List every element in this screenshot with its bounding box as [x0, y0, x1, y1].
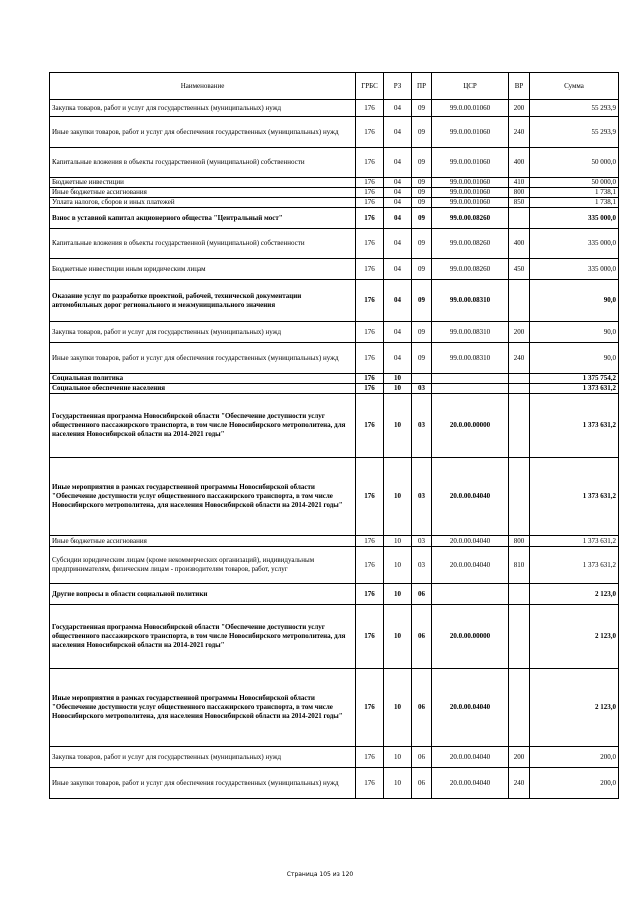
cell-csr: 99.0.00.08310 — [432, 322, 509, 343]
cell-pr: 03 — [412, 394, 432, 458]
cell-csr: 99.0.00.01060 — [432, 117, 509, 148]
table-row — [50, 394, 619, 458]
cell-vr — [509, 208, 530, 229]
table-row — [50, 322, 619, 343]
cell-grbs: 176 — [356, 584, 384, 605]
cell-vr: 850 — [509, 198, 530, 208]
cell-name: Закупка товаров, работ и услуг для государственных (муниципальных) нужд — [50, 322, 356, 343]
cell-rz: 04 — [384, 229, 412, 259]
cell-grbs: 176 — [356, 384, 384, 394]
cell-grbs: 176 — [356, 229, 384, 259]
table-row — [50, 584, 619, 605]
cell-rz: 04 — [384, 343, 412, 374]
cell-name: Капитальные вложения в объекты государственной (муниципальной) собственности — [50, 148, 356, 178]
table-row — [50, 100, 619, 117]
cell-grbs: 176 — [356, 605, 384, 669]
cell-csr: 20.0.00.04040 — [432, 768, 509, 799]
cell-sum: 1 373 631,2 — [530, 547, 619, 584]
cell-vr — [509, 384, 530, 394]
cell-rz: 10 — [384, 605, 412, 669]
cell-sum: 1 373 631,2 — [530, 384, 619, 394]
cell-sum: 1 375 754,2 — [530, 374, 619, 384]
cell-grbs: 176 — [356, 669, 384, 747]
cell-pr: 09 — [412, 322, 432, 343]
cell-pr: 09 — [412, 259, 432, 280]
cell-vr: 200 — [509, 747, 530, 768]
cell-rz: 10 — [384, 458, 412, 536]
cell-sum: 1 373 631,2 — [530, 394, 619, 458]
table-header-row — [50, 73, 619, 100]
cell-sum: 335 000,0 — [530, 259, 619, 280]
cell-grbs: 176 — [356, 280, 384, 322]
page-number: Страница 105 из 120 — [286, 871, 354, 878]
cell-csr: 20.0.00.04040 — [432, 747, 509, 768]
cell-pr: 06 — [412, 605, 432, 669]
cell-grbs: 176 — [356, 458, 384, 536]
cell-csr: 99.0.00.08310 — [432, 343, 509, 374]
cell-grbs: 176 — [356, 768, 384, 799]
budget-table — [49, 72, 619, 799]
table-row — [50, 605, 619, 669]
cell-pr — [412, 374, 432, 384]
header-name: Наименование — [50, 73, 356, 100]
cell-sum: 200,0 — [530, 768, 619, 799]
cell-sum: 335 000,0 — [530, 229, 619, 259]
cell-vr: 200 — [509, 322, 530, 343]
cell-vr: 400 — [509, 148, 530, 178]
header-grbs: ГРБС — [356, 73, 384, 100]
cell-rz: 10 — [384, 384, 412, 394]
cell-name: Закупка товаров, работ и услуг для государственных (муниципальных) нужд — [50, 747, 356, 768]
cell-pr: 09 — [412, 100, 432, 117]
cell-vr: 450 — [509, 259, 530, 280]
cell-grbs: 176 — [356, 374, 384, 384]
cell-name: Другие вопросы в области социальной политики — [50, 584, 356, 605]
table-row — [50, 536, 619, 547]
table-row — [50, 747, 619, 768]
cell-grbs: 176 — [356, 536, 384, 547]
table-row — [50, 374, 619, 384]
cell-csr: 99.0.00.01060 — [432, 100, 509, 117]
cell-vr: 240 — [509, 343, 530, 374]
cell-name: Капитальные вложения в объекты государственной (муниципальной) собственности — [50, 229, 356, 259]
table-row — [50, 198, 619, 208]
cell-csr: 99.0.00.08310 — [432, 280, 509, 322]
cell-name: Закупка товаров, работ и услуг для государственных (муниципальных) нужд — [50, 100, 356, 117]
cell-pr: 06 — [412, 747, 432, 768]
cell-vr — [509, 458, 530, 536]
cell-name: Иные закупки товаров, работ и услуг для обеспечения государственных (муниципальных) нужд — [50, 117, 356, 148]
cell-sum: 90,0 — [530, 322, 619, 343]
cell-pr: 06 — [412, 768, 432, 799]
cell-sum: 90,0 — [530, 343, 619, 374]
cell-vr: 240 — [509, 768, 530, 799]
cell-vr — [509, 669, 530, 747]
cell-rz: 04 — [384, 100, 412, 117]
cell-grbs: 176 — [356, 343, 384, 374]
cell-sum: 1 738,1 — [530, 188, 619, 198]
cell-grbs: 176 — [356, 208, 384, 229]
cell-rz: 04 — [384, 322, 412, 343]
cell-sum: 200,0 — [530, 747, 619, 768]
cell-pr: 09 — [412, 198, 432, 208]
cell-vr: 800 — [509, 536, 530, 547]
table-row — [50, 208, 619, 229]
cell-name: Иные бюджетные ассигнования — [50, 188, 356, 198]
table-row — [50, 178, 619, 188]
cell-csr: 20.0.00.00000 — [432, 394, 509, 458]
cell-name: Бюджетные инвестиции — [50, 178, 356, 188]
cell-sum: 2 123,0 — [530, 669, 619, 747]
cell-rz: 10 — [384, 768, 412, 799]
cell-pr: 06 — [412, 669, 432, 747]
table-row — [50, 669, 619, 747]
cell-name: Иные мероприятия в рамках государственной программы Новосибирской области "Обеспечение доступности услуг общественного пассажирского транспорта, в том числе Новосибирского метрополитена, для населения Новосибирской области на 2014-2021 годы" — [50, 669, 356, 747]
table-row — [50, 280, 619, 322]
cell-grbs: 176 — [356, 394, 384, 458]
table-row — [50, 148, 619, 178]
cell-vr: 410 — [509, 178, 530, 188]
cell-vr — [509, 605, 530, 669]
cell-pr: 09 — [412, 229, 432, 259]
cell-rz: 04 — [384, 148, 412, 178]
cell-vr — [509, 584, 530, 605]
cell-name: Уплата налогов, сборов и иных платежей — [50, 198, 356, 208]
table-row — [50, 384, 619, 394]
cell-csr: 99.0.00.08260 — [432, 229, 509, 259]
cell-sum: 335 000,0 — [530, 208, 619, 229]
table-row — [50, 229, 619, 259]
cell-pr: 09 — [412, 208, 432, 229]
cell-csr: 99.0.00.08260 — [432, 208, 509, 229]
cell-csr — [432, 584, 509, 605]
cell-sum: 2 123,0 — [530, 584, 619, 605]
cell-grbs: 176 — [356, 747, 384, 768]
cell-rz: 10 — [384, 584, 412, 605]
cell-name: Социальная политика — [50, 374, 356, 384]
cell-csr: 20.0.00.04040 — [432, 547, 509, 584]
cell-rz: 04 — [384, 117, 412, 148]
cell-rz: 10 — [384, 394, 412, 458]
header-sum: Сумма — [530, 73, 619, 100]
cell-name: Иные закупки товаров, работ и услуг для обеспечения государственных (муниципальных) нужд — [50, 343, 356, 374]
cell-pr: 03 — [412, 384, 432, 394]
cell-grbs: 176 — [356, 117, 384, 148]
cell-vr — [509, 394, 530, 458]
cell-name: Бюджетные инвестиции иным юридическим лицам — [50, 259, 356, 280]
cell-csr: 20.0.00.04040 — [432, 458, 509, 536]
cell-grbs: 176 — [356, 178, 384, 188]
cell-vr: 400 — [509, 229, 530, 259]
table-body — [50, 100, 619, 799]
cell-csr: 99.0.00.01060 — [432, 198, 509, 208]
cell-name: Оказание услуг по разработке проектной, рабочей, технической документации автомобильных дорог регионального и межмуниципального значения — [50, 280, 356, 322]
cell-rz: 10 — [384, 536, 412, 547]
cell-name: Иные закупки товаров, работ и услуг для обеспечения государственных (муниципальных) нужд — [50, 768, 356, 799]
cell-sum: 55 293,9 — [530, 117, 619, 148]
cell-vr — [509, 374, 530, 384]
cell-vr: 810 — [509, 547, 530, 584]
cell-sum: 1 373 631,2 — [530, 536, 619, 547]
cell-sum: 2 123,0 — [530, 605, 619, 669]
cell-sum: 55 293,9 — [530, 100, 619, 117]
cell-sum: 1 738,1 — [530, 198, 619, 208]
cell-name: Иные бюджетные ассигнования — [50, 536, 356, 547]
cell-name: Государственная программа Новосибирской области "Обеспечение доступности услуг общественного пассажирского транспорта, в том числе Новосибирского метрополитена, для населения Новосибирской области на 2014-2021 годы" — [50, 605, 356, 669]
cell-rz: 10 — [384, 669, 412, 747]
cell-sum: 50 000,0 — [530, 178, 619, 188]
header-rz: РЗ — [384, 73, 412, 100]
table-row — [50, 117, 619, 148]
cell-pr: 09 — [412, 117, 432, 148]
header-pr: ПР — [412, 73, 432, 100]
cell-rz: 04 — [384, 178, 412, 188]
cell-pr: 09 — [412, 178, 432, 188]
cell-name: Иные мероприятия в рамках государственной программы Новосибирской области "Обеспечение доступности услуг общественного пассажирского транспорта, в том числе Новосибирского метрополитена, для населения Новосибирской области на 2014-2021 годы" — [50, 458, 356, 536]
cell-csr: 20.0.00.04040 — [432, 536, 509, 547]
cell-vr: 240 — [509, 117, 530, 148]
cell-csr: 99.0.00.01060 — [432, 178, 509, 188]
table-row — [50, 259, 619, 280]
cell-pr: 09 — [412, 343, 432, 374]
cell-vr: 200 — [509, 100, 530, 117]
table-row — [50, 458, 619, 536]
table-row — [50, 547, 619, 584]
cell-rz: 04 — [384, 208, 412, 229]
cell-name: Взнос в уставной капитал акционерного общества "Центральный мост" — [50, 208, 356, 229]
cell-rz: 10 — [384, 547, 412, 584]
cell-sum: 90,0 — [530, 280, 619, 322]
cell-csr: 99.0.00.01060 — [432, 188, 509, 198]
cell-grbs: 176 — [356, 259, 384, 280]
cell-csr: 20.0.00.04040 — [432, 669, 509, 747]
cell-csr — [432, 384, 509, 394]
cell-grbs: 176 — [356, 322, 384, 343]
cell-name: Государственная программа Новосибирской области "Обеспечение доступности услуг общественного пассажирского транспорта, в том числе Новосибирского метрополитена, для населения Новосибирской области на 2014-2021 годы" — [50, 394, 356, 458]
cell-rz: 10 — [384, 374, 412, 384]
cell-grbs: 176 — [356, 547, 384, 584]
cell-grbs: 176 — [356, 148, 384, 178]
cell-csr: 99.0.00.01060 — [432, 148, 509, 178]
cell-name: Социальное обеспечение населения — [50, 384, 356, 394]
cell-pr: 09 — [412, 188, 432, 198]
cell-grbs: 176 — [356, 100, 384, 117]
header-csr: ЦСР — [432, 73, 509, 100]
cell-grbs: 176 — [356, 188, 384, 198]
cell-rz: 10 — [384, 747, 412, 768]
table-row — [50, 768, 619, 799]
cell-pr: 09 — [412, 280, 432, 322]
cell-rz: 04 — [384, 280, 412, 322]
cell-vr: 800 — [509, 188, 530, 198]
cell-pr: 03 — [412, 547, 432, 584]
cell-pr: 06 — [412, 584, 432, 605]
cell-csr — [432, 374, 509, 384]
cell-rz: 04 — [384, 188, 412, 198]
cell-csr: 99.0.00.08260 — [432, 259, 509, 280]
cell-rz: 04 — [384, 198, 412, 208]
cell-csr: 20.0.00.00000 — [432, 605, 509, 669]
table-row — [50, 343, 619, 374]
table-row — [50, 188, 619, 198]
cell-grbs: 176 — [356, 198, 384, 208]
cell-name: Субсидии юридическим лицам (кроме некоммерческих организаций), индивидуальным предпринимателям, физическим лицам - производителям товаров, работ, услуг — [50, 547, 356, 584]
cell-pr: 09 — [412, 148, 432, 178]
cell-rz: 04 — [384, 259, 412, 280]
cell-sum: 1 373 631,2 — [530, 458, 619, 536]
cell-pr: 03 — [412, 458, 432, 536]
cell-pr: 03 — [412, 536, 432, 547]
cell-vr — [509, 280, 530, 322]
header-vr: ВР — [509, 73, 530, 100]
cell-sum: 50 000,0 — [530, 148, 619, 178]
